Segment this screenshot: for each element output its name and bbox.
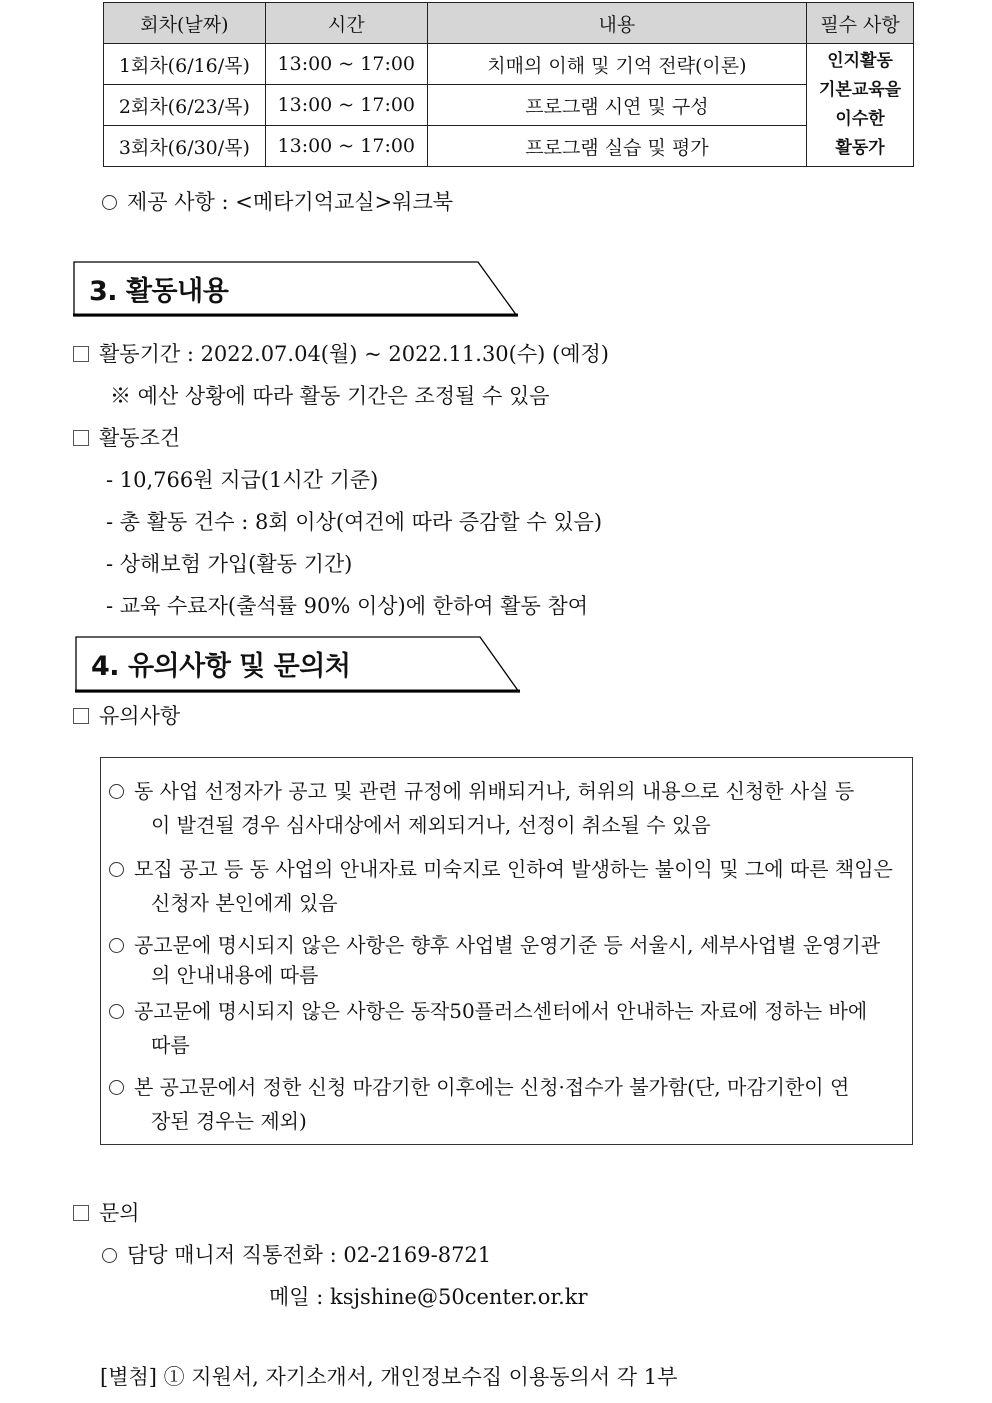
- cell-requirement: [807, 44, 914, 167]
- provided-text: 제공 사항 : <메타기억교실>워크북: [127, 190, 454, 214]
- square-bullet-icon: [73, 708, 89, 724]
- requirement-line: 활동가: [835, 138, 885, 158]
- cell-session: 1회차(6/16/목): [104, 44, 266, 85]
- cell-content: 프로그램 실습 및 평가: [427, 126, 806, 167]
- notice-item: [109, 1070, 904, 1138]
- schedule-table: [103, 2, 914, 167]
- notice-item: [109, 852, 904, 920]
- requirement-line: 이수한: [835, 109, 885, 129]
- conditions-label: 활동조건: [99, 426, 181, 450]
- activity-conditions: [73, 424, 180, 452]
- circle-bullet-icon: [109, 784, 124, 799]
- notice-item: [109, 994, 904, 1062]
- circle-bullet-icon: [102, 195, 117, 210]
- inquiry-phone: [102, 1241, 491, 1269]
- square-bullet-icon: [73, 430, 89, 446]
- square-bullet-icon: [73, 346, 89, 362]
- square-bullet-icon: [73, 1205, 89, 1221]
- section-4-title: 4. 유의사항 및 문의처: [91, 651, 351, 682]
- inquiry-heading: [73, 1199, 140, 1227]
- notice-text: 본 공고문에서 정한 신청 마감기한 이후에는 신청·접수가 불가함(단, 마감기한이 연: [134, 1075, 850, 1099]
- notice-text-cont: 의 안내내용에 따름: [151, 963, 319, 987]
- inquiry-label: 문의: [99, 1201, 140, 1225]
- circle-bullet-icon: [102, 1248, 117, 1263]
- notice-item: [109, 774, 904, 842]
- notice-text-cont: 이 발견될 경우 심사대상에서 제외되거나, 선정이 취소될 수 있음: [151, 813, 711, 837]
- column-header-requirement: 필수 사항: [807, 3, 914, 44]
- table-row: [104, 44, 914, 85]
- notes-label: 유의사항: [99, 704, 181, 728]
- notice-box: [100, 757, 913, 1145]
- column-header-content: 내용: [427, 3, 806, 44]
- period-note: ※ 예산 상황에 따라 활동 기간은 조정될 수 있음: [110, 384, 550, 408]
- notice-text-cont: 따름: [151, 1033, 190, 1057]
- cell-time: 13:00 ~ 17:00: [265, 44, 427, 85]
- cell-session: 2회차(6/23/목): [104, 85, 266, 126]
- cell-time: 13:00 ~ 17:00: [265, 126, 427, 167]
- notice-item: [109, 930, 904, 990]
- cell-content: 치매의 이해 및 기억 전략(이론): [427, 44, 806, 85]
- section-4-heading: [75, 636, 521, 690]
- notice-text-cont: 신청자 본인에게 있음: [151, 891, 338, 915]
- inquiry-email: 메일 : ksjshine@50center.or.kr: [269, 1285, 588, 1309]
- circle-bullet-icon: [109, 1080, 124, 1095]
- attachment-note: [별첨] ① 지원서, 자기소개서, 개인정보수집 이용동의서 각 1부: [100, 1365, 678, 1389]
- circle-bullet-icon: [109, 1004, 124, 1019]
- requirement-line: 인지활동: [827, 51, 893, 71]
- notice-text: 동 사업 선정자가 공고 및 관련 규정에 위배되거나, 허위의 내용으로 신청한 사실 등: [134, 779, 855, 803]
- section-3-title: 3. 활동내용: [89, 276, 229, 307]
- column-header-session: 회차(날짜): [104, 3, 266, 44]
- circle-bullet-icon: [109, 862, 124, 877]
- requirement-line: 기본교육을: [818, 80, 902, 100]
- notice-text: 공고문에 명시되지 않은 사항은 향후 사업별 운영기준 등 서울시, 세부사업별 운영기관: [134, 933, 881, 957]
- cell-session: 3회차(6/30/목): [104, 126, 266, 167]
- condition-item: - 상해보험 가입(활동 기간): [106, 552, 353, 576]
- provided-item: [102, 188, 453, 216]
- phone-text: 담당 매니저 직통전화 : 02-2169-8721: [127, 1243, 492, 1267]
- section-3-heading: [73, 261, 519, 315]
- condition-item: - 10,766원 지급(1시간 기준): [106, 468, 379, 492]
- cell-time: 13:00 ~ 17:00: [265, 85, 427, 126]
- notice-text-cont: 장된 경우는 제외): [151, 1109, 307, 1133]
- activity-period-text: 활동기간 : 2022.07.04(월) ~ 2022.11.30(수) (예정): [99, 342, 609, 366]
- condition-item: - 총 활동 건수 : 8회 이상(여건에 따라 증감할 수 있음): [106, 510, 603, 534]
- table-header-row: [104, 3, 914, 44]
- table-row: [104, 126, 914, 167]
- notice-text: 모집 공고 등 동 사업의 안내자료 미숙지로 인하여 발생하는 불이익 및 그에 따른 책임은: [134, 857, 893, 881]
- notes-heading: [73, 702, 180, 730]
- table-row: [104, 85, 914, 126]
- circle-bullet-icon: [109, 938, 124, 953]
- notice-text: 공고문에 명시되지 않은 사항은 동작50플러스센터에서 안내하는 자료에 정하는 바에: [134, 999, 868, 1023]
- column-header-time: 시간: [265, 3, 427, 44]
- condition-item: - 교육 수료자(출석률 90% 이상)에 한하여 활동 참여: [106, 594, 589, 618]
- activity-period: [73, 340, 609, 368]
- cell-content: 프로그램 시연 및 구성: [427, 85, 806, 126]
